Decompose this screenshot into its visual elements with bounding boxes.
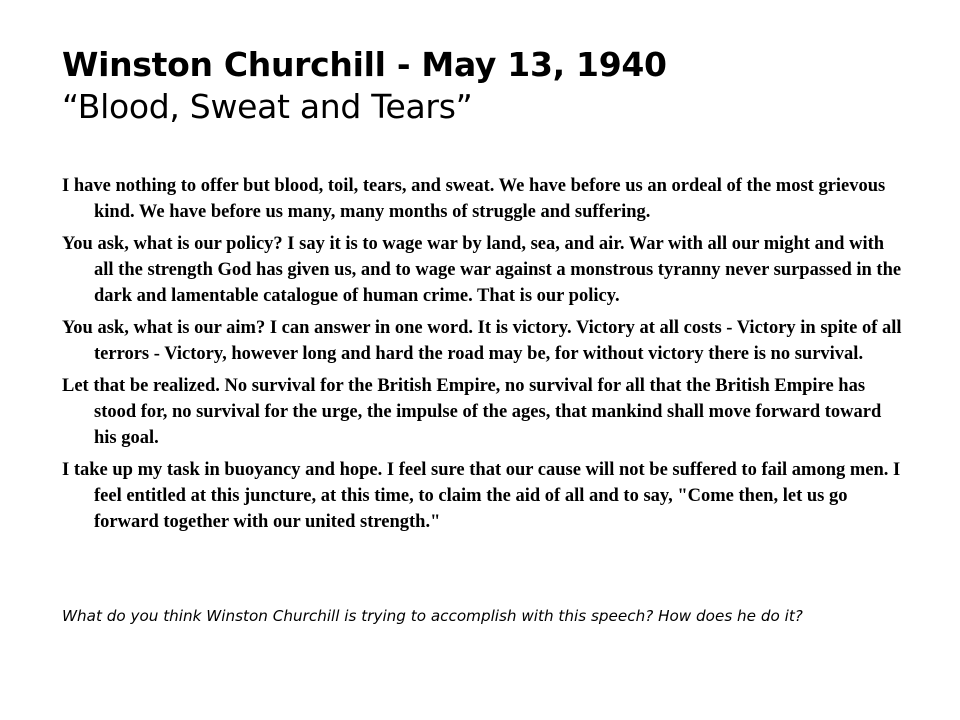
discussion-question: What do you think Winston Churchill is trying to accomplish with this speech? How does he do it?: [62, 607, 803, 625]
speech-paragraph-1: I have nothing to offer but blood, toil, tears, and sweat. We have before us an ordeal of the most grievous kind. We have before us many, many months of struggle and suffering.: [62, 176, 886, 222]
speech-paragraph-3: You ask, what is our aim? I can answer in one word. It is victory. Victory at all costs - Victory in spite of all terrors - Victory, however long and hard the road may be, for without victory there is no survival.: [62, 318, 902, 364]
title-heading: Winston Churchill - May 13, 1940: [62, 45, 667, 84]
speech-paragraph-4: Let that be realized. No survival for the British Empire, no survival for all that the British Empire has stood for, no survival for the urge, the impulse of the ages, that mankind shall move forward toward his goal.: [62, 376, 882, 448]
title-subheading: “Blood, Sweat and Tears”: [62, 87, 473, 126]
slide-title: [62, 44, 922, 128]
speech-paragraph-2: You ask, what is our policy? I say it is to wage war by land, sea, and air. War with all our might and with all the strength God has given us, and to wage war against a monstrous tyranny never surpassed in the dark and lamentable catalogue of human crime. That is our policy.: [62, 234, 902, 306]
speech-paragraph-5: I take up my task in buoyancy and hope. I feel sure that our cause will not be suffered to fail among men. I feel entitled at this juncture, at this time, to claim the aid of all and to say, "Come then, let us go forward together with our united strength.": [62, 460, 901, 532]
speech-excerpt: [62, 173, 907, 541]
